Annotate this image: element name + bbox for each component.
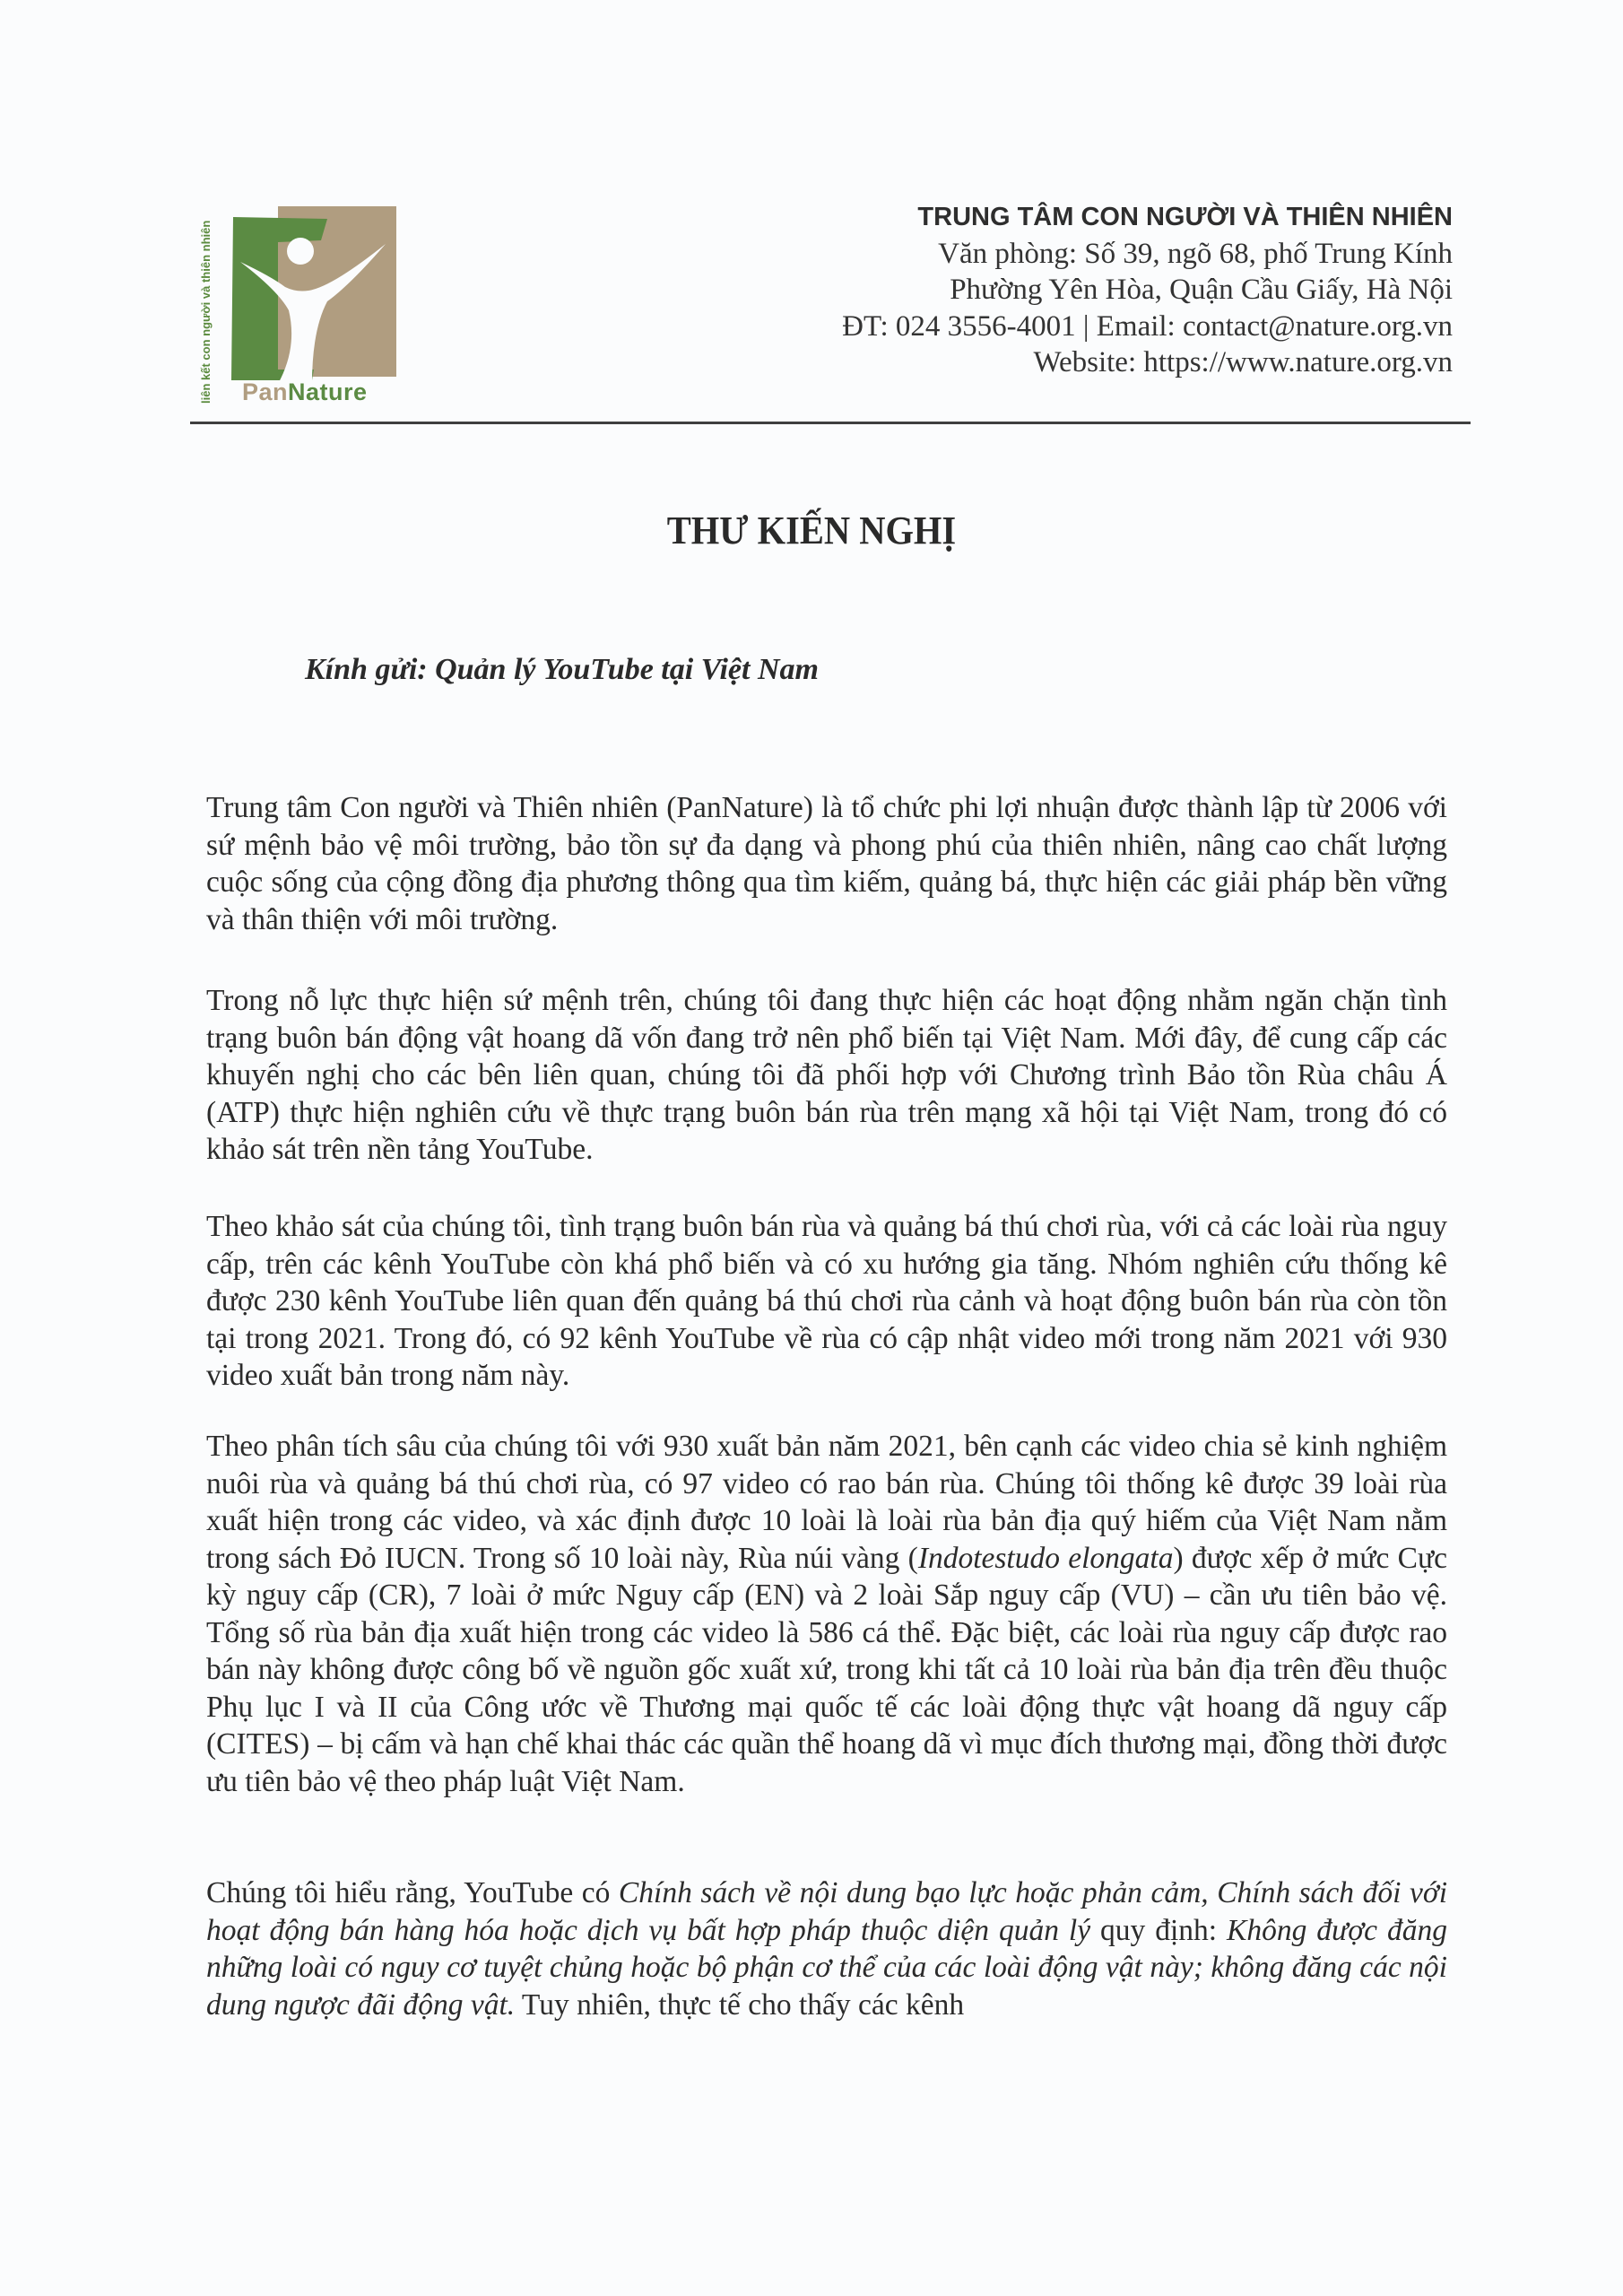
paragraph-mission: Trong nỗ lực thực hiện sứ mệnh trên, chúng tôi đang thực hiện các hoạt động nhằm ngăn chặn tình trạng buôn bán động vật hoang dã vốn đang trở nên phổ biến tại Việt Nam. Mới đây, để cung cấp các khuyến nghị cho các bên liên quan, chúng tôi đã phối hợp với Chương trình Bảo tồn Rùa châu Á (ATP) thực hiện nghiên cứu về thực trạng buôn bán rùa trên mạng xã hội tại Việt Nam, trong đó có khảo sát trên nền tảng YouTube.	[206, 984, 1447, 1166]
org-contact-line: ĐT: 024 3556-4001 | Email: contact@nature.org.vn	[842, 309, 1453, 343]
paragraph-survey: Theo khảo sát của chúng tôi, tình trạng buôn bán rùa và quảng bá thú chơi rùa, với cả các loài rùa nguy cấp, trên các kênh YouTube còn khá phổ biến và có xu hướng gia tăng. Nhóm nghiên cứu thống kê được 230 kênh YouTube liên quan đến quảng bá thú chơi rùa cảnh và hoạt động buôn bán rùa còn tồn tại trong 2021. Trong đó, có 92 kênh YouTube về rùa có cập nhật video mới trong năm 2021 với 930 video xuất bản trong năm này.	[206, 1210, 1447, 1392]
logo-wordmark	[242, 378, 368, 406]
paragraph-intro: Trung tâm Con người và Thiên nhiên (PanNature) là tổ chức phi lợi nhuận được thành lập từ 2006 với sứ mệnh bảo vệ môi trường, bảo tồn sự đa dạng và phong phú của thiên nhiên, nâng cao chất lượng cuộc sống của cộng đồng địa phương thông qua tìm kiếm, quảng bá, thực hiện các giải pháp bền vững và thân thiện với môi trường.	[206, 791, 1447, 936]
policy-names: Chính sách về nội dung bạo lực hoặc phản cảm, Chính sách đối với hoạt động bán hàng hóa hoặc dịch vụ bất hợp pháp thuộc diện quản lý	[206, 1876, 1448, 1947]
policy-text-2: quy định:	[1090, 1913, 1227, 1947]
policy-text-3: Tuy nhiên, thực tế cho thấy các kênh	[515, 1987, 965, 2022]
letter-title: THƯ KIẾN NGHỊ	[666, 509, 957, 552]
org-address-line1: Văn phòng: Số 39, ngõ 68, phố Trung Kính	[938, 237, 1453, 270]
org-name: TRUNG TÂM CON NGƯỜI VÀ THIÊN NHIÊN	[917, 203, 1453, 231]
logo-word-nature: Nature	[288, 378, 368, 405]
org-website-line: Website: https://www.nature.org.vn	[1033, 346, 1453, 378]
policy-text-1: Chúng tôi hiểu rằng, YouTube có	[206, 1876, 619, 1909]
logo-tagline: liên kết con người và thiên nhiên	[199, 220, 213, 404]
logo-word-pan: Pan	[242, 378, 289, 405]
analysis-text-2: ) được xếp ở mức Cực kỳ nguy cấp (CR), 7 loài ở mức Nguy cấp (EN) và 2 loài Sắp nguy cấp (VU) – cần ưu tiên bảo vệ. Tổng số rùa bản địa xuất hiện trong các video là 586 cá thể. Đặc biệt, các loài rùa nguy cấp được rao bán này không được công bố về nguồn gốc xuất xứ, trong khi tất cả 10 loài rùa bản địa trên đều thuộc Phụ lục I và II của Công ước về Thương mại quốc tế các loài động thực vật hoang dã nguy cấp (CITES) – bị cấm và hạn chế khai thác các quần thể hoang dã vì mục đích thương mại, đồng thời được ưu tiên bảo vệ theo pháp luật Việt Nam.	[206, 1541, 1447, 1798]
org-address-line2: Phường Yên Hòa, Quận Cầu Giấy, Hà Nội	[950, 274, 1453, 306]
salutation: Kính gửi: Quản lý YouTube tại Việt Nam	[305, 653, 819, 686]
analysis-text-1: Theo phân tích sâu của chúng tôi với 930 xuất bản năm 2021, bên cạnh các video chia sẻ kinh nghiệm nuôi rùa và quảng bá thú chơi rùa, có 97 video có rao bán rùa. Chúng tôi thống kê được 39 loài rùa xuất hiện trong các video, và xác định được 10 loài là loài rùa bản địa quý hiếm của Việt Nam nằm trong sách Đỏ IUCN. Trong số 10 loài này, Rùa núi vàng (	[206, 1430, 1447, 1575]
header-divider	[190, 422, 1471, 424]
paragraph-policy	[206, 1874, 1447, 2023]
paragraph-analysis	[206, 1428, 1447, 1800]
letterhead-contact-block	[842, 199, 1453, 381]
species-name: Indotestudo elongata	[917, 1541, 1174, 1575]
policy-rule-quote: Không được đăng những loài có nguy cơ tuyệt chủng hoặc bộ phận cơ thể của các loài động vật này; không đăng các nội dung ngược đãi động vật.	[206, 1913, 1447, 2022]
